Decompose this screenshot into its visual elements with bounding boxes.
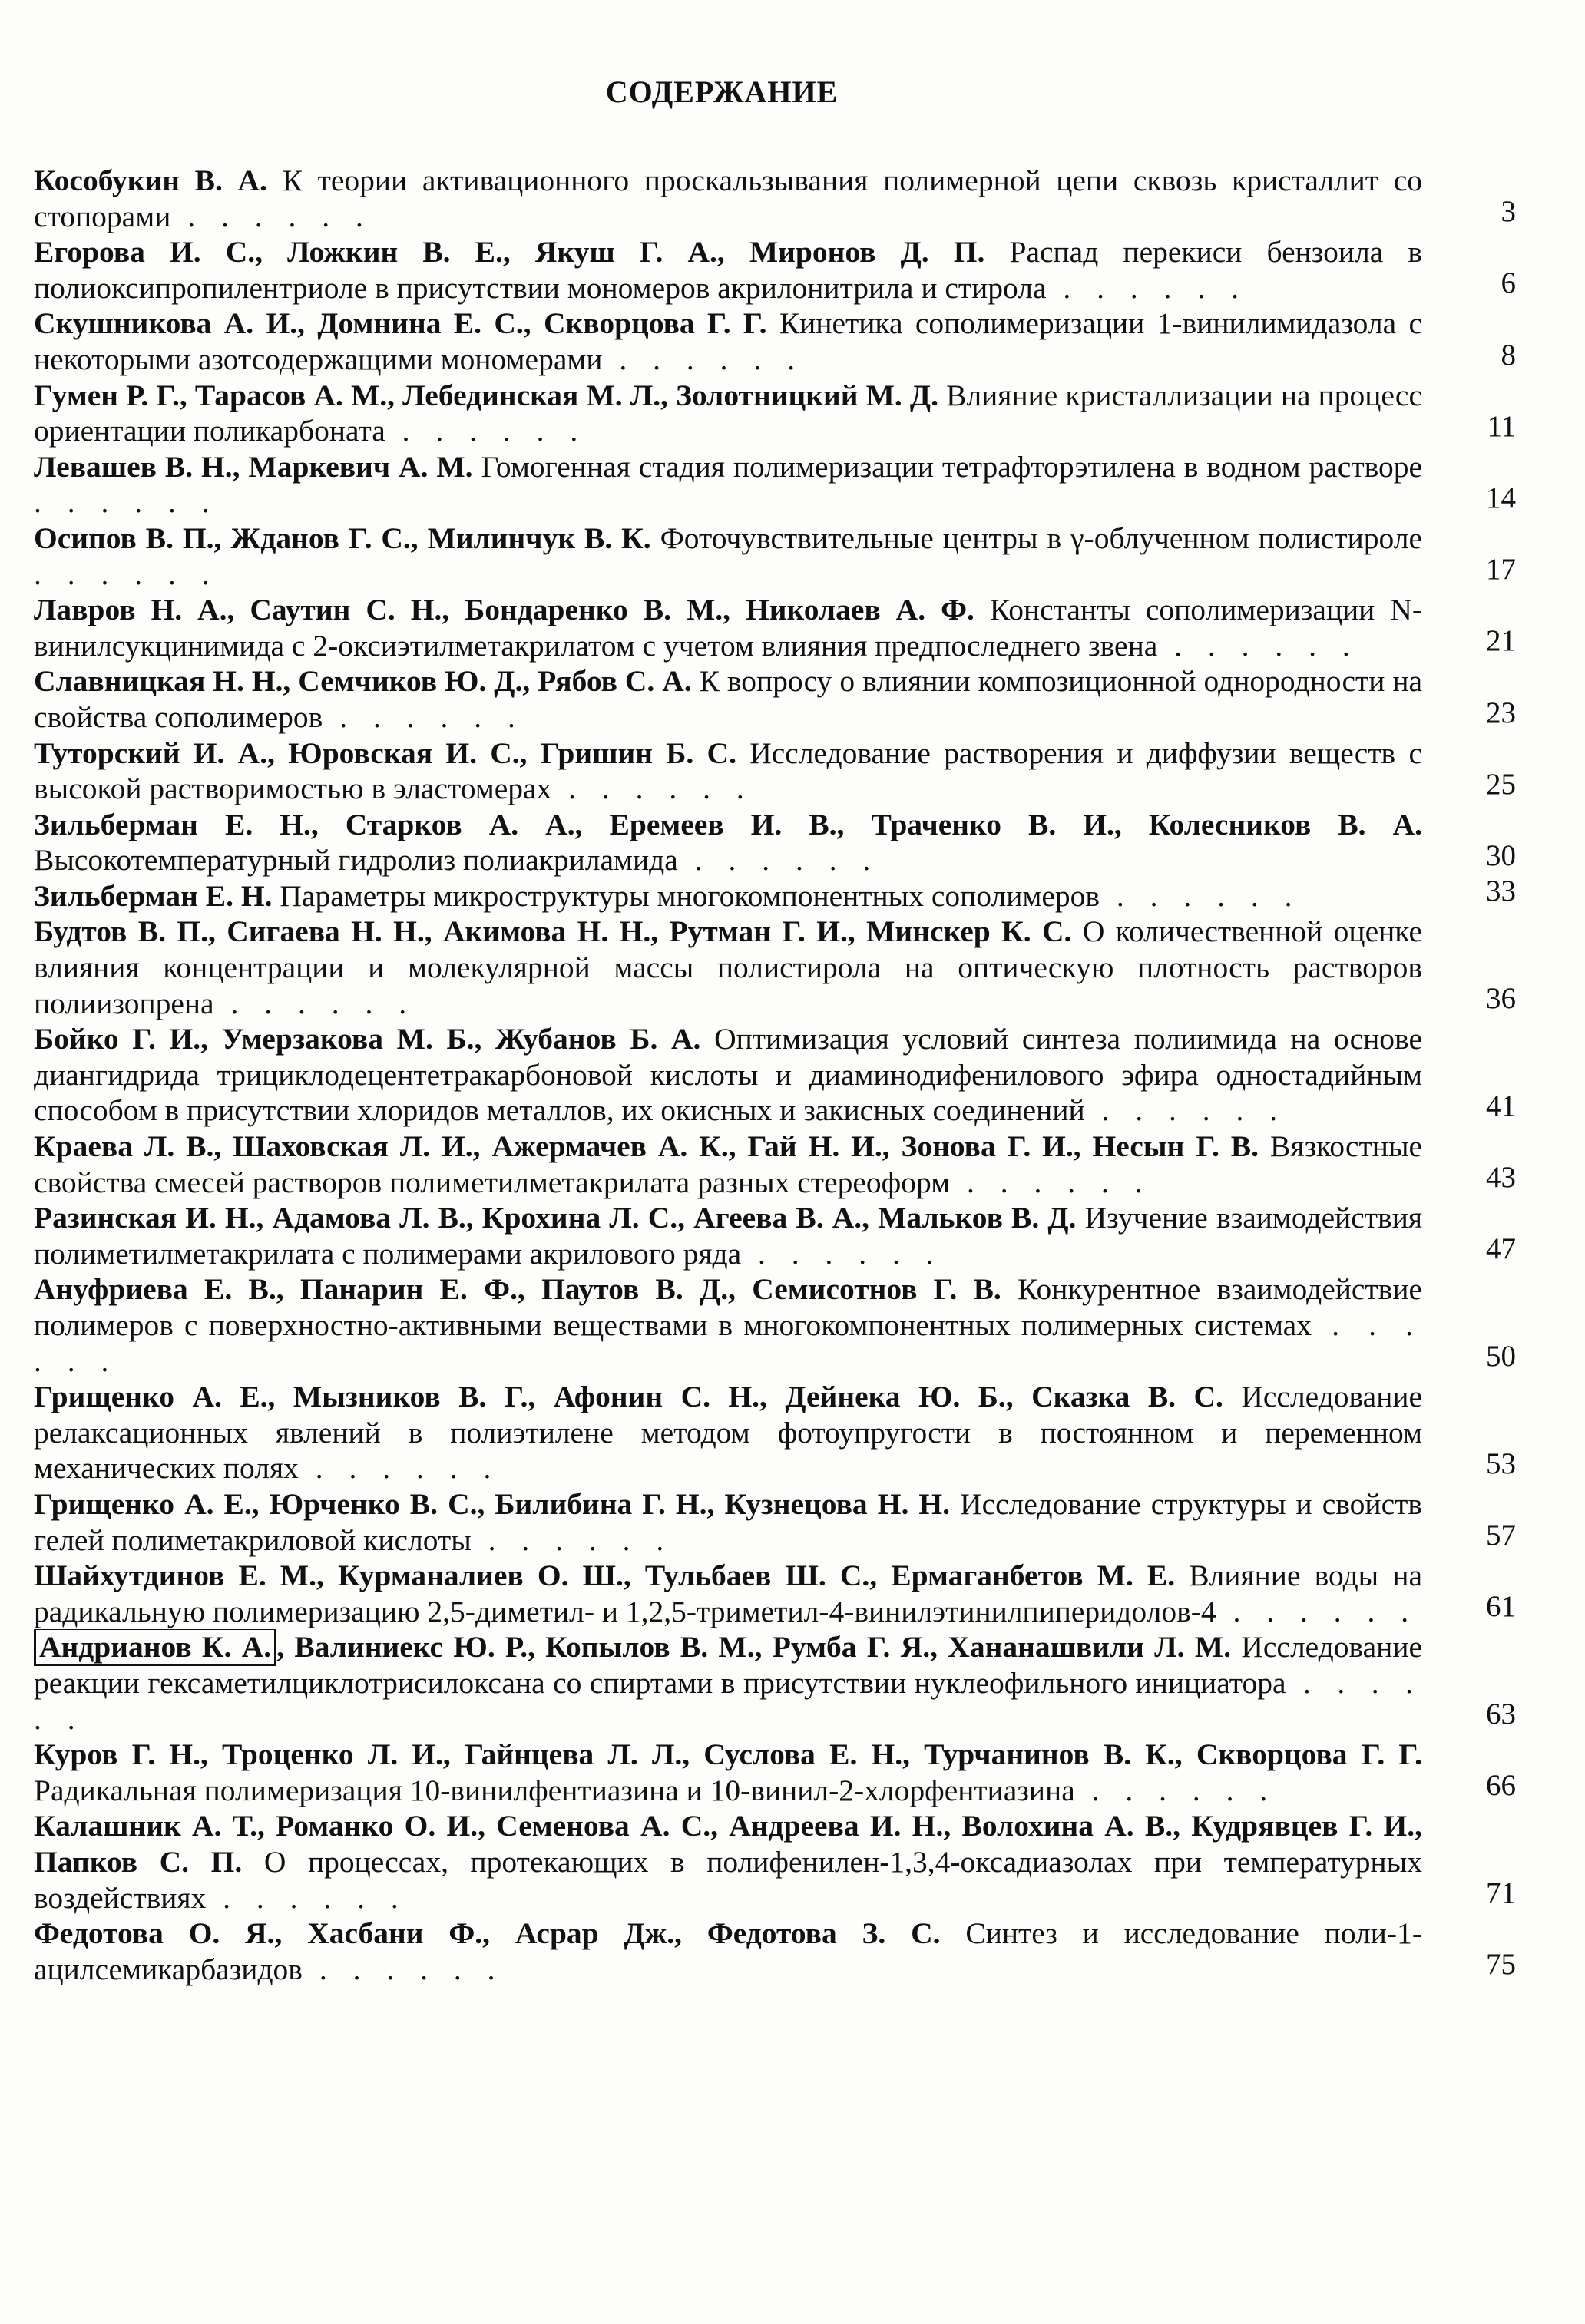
toc-entry-text bbox=[34, 592, 1422, 663]
toc-entry bbox=[34, 914, 1516, 1021]
toc-entry-authors: Ануфриева Е. В., Панарин Е. Ф., Паутов В. Д., Семисотнов Г. В. bbox=[34, 1272, 1001, 1307]
toc-entry bbox=[34, 874, 1516, 914]
toc-entry-title: Исследование растворения и диффузии веществ с высокой растворимостью в эластомерах bbox=[34, 736, 1422, 806]
toc-entry-text bbox=[34, 1379, 1422, 1486]
dot-leader: . . . . . . bbox=[34, 1665, 1422, 1736]
toc-entry-page-number: 61 bbox=[1486, 1590, 1516, 1624]
toc-entry-text bbox=[34, 1486, 1422, 1558]
dot-leader: . . . . . . bbox=[34, 557, 219, 591]
toc-entry-text bbox=[34, 914, 1422, 1021]
toc-entry-page-number: 53 bbox=[1486, 1446, 1516, 1480]
toc-entry-page-number: 14 bbox=[1486, 481, 1516, 514]
toc-entry-page-number: 23 bbox=[1486, 696, 1516, 729]
toc-entry bbox=[34, 1200, 1516, 1271]
toc-entry-authors: Славницкая Н. Н., Семчиков Ю. Д., Рябов С. А. bbox=[34, 664, 692, 699]
toc-entry-authors: Грищенко А. Е., Юрченко В. С., Билибина Г. Н., Кузнецова Н. Н. bbox=[34, 1486, 950, 1521]
toc-entry-authors: Калашник А. Т., Романко О. И., Семенова А. С., Андреева И. Н., Волохина А. В., Кудрявцев Г. И., Папков С. П. bbox=[34, 1809, 1422, 1879]
toc-entry-page-number: 63 bbox=[1486, 1698, 1516, 1731]
dot-leader: . . . . . . bbox=[471, 1522, 673, 1557]
dot-leader: . . . . . . bbox=[1100, 878, 1302, 913]
toc-entry-text bbox=[34, 1200, 1422, 1271]
toc-entry bbox=[34, 163, 1516, 234]
table-of-contents bbox=[34, 163, 1516, 1987]
toc-entry-title: Гомогенная стадия полимеризации тетрафторэтилена в водном растворе bbox=[481, 449, 1422, 484]
toc-entry-title: О процессах, протекающих в полифенилен-1,3,4-оксадиазолах при температурных воздействиях bbox=[34, 1844, 1422, 1915]
toc-entry bbox=[34, 1379, 1516, 1486]
toc-entry-text bbox=[34, 234, 1422, 306]
toc-entry-authors: Левашев В. Н., Маркевич А. М. bbox=[34, 449, 473, 484]
dot-leader: . . . . . . bbox=[1084, 1093, 1287, 1128]
toc-entry bbox=[34, 807, 1516, 878]
dot-leader: . . . . . . bbox=[302, 1952, 505, 1986]
toc-entry-text bbox=[34, 1021, 1422, 1129]
toc-entry bbox=[34, 449, 1516, 521]
dot-leader: . . . . . . bbox=[551, 772, 753, 806]
toc-entry-text bbox=[34, 449, 1422, 521]
toc-entry-authors: Куров Г. Н., Троценко Л. И., Гайнцева Л. Л., Суслова Е. Н., Турчанинов В. К., Скворцова Г. Г. bbox=[34, 1737, 1422, 1772]
page-title: СОДЕРЖАНИЕ bbox=[605, 74, 839, 109]
toc-entry-page-number: 75 bbox=[1486, 1948, 1516, 1982]
toc-entry-text bbox=[34, 807, 1422, 878]
toc-entry-title: Исследование реакции гексаметилциклотрисилоксана со спиртами в присутствии нуклеофильного инициатора bbox=[34, 1630, 1422, 1700]
toc-entry bbox=[34, 1808, 1516, 1916]
toc-entry-title: Фоточувствительные центры в γ-облученном полистироле bbox=[660, 521, 1422, 555]
dot-leader: . . . . . . bbox=[1216, 1594, 1418, 1628]
toc-entry-page-number: 57 bbox=[1486, 1519, 1516, 1552]
dot-leader: . . . . . . bbox=[385, 414, 587, 448]
toc-entry-authors: Лавров Н. А., Саутин С. Н., Бондаренко В. М., Николаев А. Ф. bbox=[34, 593, 974, 627]
toc-entry-page-number: 8 bbox=[1501, 338, 1516, 372]
toc-entry bbox=[34, 1129, 1516, 1200]
toc-entry bbox=[34, 1737, 1516, 1808]
toc-entry-authors: Зильберман Е. Н., Старков А. А., Еремеев И. В., Траченко В. И., Колесников В. А. bbox=[34, 807, 1422, 841]
toc-entry-text bbox=[34, 1271, 1422, 1379]
toc-entry-page-number: 41 bbox=[1486, 1089, 1516, 1123]
toc-entry-text bbox=[34, 1129, 1422, 1200]
toc-entry bbox=[34, 1916, 1516, 1987]
dot-leader: . . . . . . bbox=[206, 1880, 408, 1915]
toc-entry bbox=[34, 1271, 1516, 1379]
toc-entry-text bbox=[34, 1558, 1422, 1629]
toc-entry-title: Высокотемпературный гидролиз полиакриламида bbox=[34, 843, 678, 878]
dot-leader: . . . . . . bbox=[323, 699, 524, 734]
dot-leader: . . . . . . bbox=[741, 1236, 943, 1271]
toc-entry bbox=[34, 234, 1516, 306]
toc-entry-authors: Шайхутдинов Е. М., Курманалиев О. Ш., Тульбаев Ш. С., Ермаганбетов М. Е. bbox=[34, 1559, 1176, 1593]
toc-entry-title: К теории активационного проскальзывания полимерной цепи сквозь кристаллит со стопорами bbox=[34, 164, 1422, 233]
toc-entry-title: Распад перекиси бензоила в полиоксипропилентриоле в присутствии мономеров акрилонитрила и стирола bbox=[34, 235, 1422, 305]
toc-entry-authors: Бойко Г. И., Умерзакова М. Б., Жубанов Б. А. bbox=[34, 1022, 701, 1056]
toc-entry-page-number: 11 bbox=[1487, 409, 1516, 443]
toc-entry-title: Конкурентное взаимодействие полимеров с поверхностно-активными веществами в многокомпонентных полимерных системах bbox=[34, 1272, 1422, 1342]
toc-entry-text bbox=[34, 878, 1422, 914]
toc-entry bbox=[34, 1558, 1516, 1629]
toc-entry-title: К вопросу о влиянии композиционной однородности на свойства сополимеров bbox=[34, 664, 1422, 734]
toc-entry-text bbox=[34, 1916, 1422, 1987]
toc-entry bbox=[34, 1486, 1516, 1558]
toc-entry-title: О количественной оценке влияния концентрации и молекулярной массы полистирола на оптическую плотность растворов полиизопрена bbox=[34, 914, 1422, 1020]
dot-leader: . . . . . . bbox=[170, 199, 372, 233]
toc-entry-text bbox=[34, 378, 1422, 449]
toc-entry-authors: Туторский И. А., Юровская И. С., Гришин Б. С. bbox=[34, 736, 736, 770]
toc-entry-title: Кинетика сополимеризации 1-винилимидазола с некоторыми азотсодержащими мономерами bbox=[34, 306, 1422, 376]
toc-entry-title: Константы сополимеризации N-винилсукцинимида с 2-оксиэтилметакрилатом с учетом влияния предпоследнего звена bbox=[34, 593, 1422, 663]
toc-entry-page-number: 47 bbox=[1486, 1232, 1516, 1266]
toc-entry-text bbox=[34, 736, 1422, 807]
toc-entry-text bbox=[34, 663, 1422, 735]
dot-leader: . . . . . . bbox=[34, 1308, 1422, 1378]
toc-entry-title: Изучение взаимодействия полиметилметакрилата с полимерами акрилового ряда bbox=[34, 1201, 1422, 1271]
toc-entry-page-number: 25 bbox=[1486, 767, 1516, 801]
toc-entry-page-number: 33 bbox=[1486, 874, 1516, 908]
toc-entry bbox=[34, 592, 1516, 663]
toc-entry-page-number: 30 bbox=[1486, 838, 1516, 872]
toc-entry-title: Исследование релаксационных явлений в полиэтилене методом фотоупругости в постоянном и переменном механических полях bbox=[34, 1380, 1422, 1486]
toc-entry-page-number: 71 bbox=[1486, 1876, 1516, 1910]
toc-entry-text bbox=[34, 1808, 1422, 1916]
toc-entry bbox=[34, 306, 1516, 377]
toc-entry-title: Синтез и исследование поли-1-ацилсемикарбазидов bbox=[34, 1916, 1422, 1986]
toc-entry-page-number: 43 bbox=[1486, 1161, 1516, 1195]
toc-entry-title: Влияние кристаллизации на процесс ориентации поликарбоната bbox=[34, 378, 1422, 448]
toc-entry-text bbox=[34, 521, 1422, 592]
toc-entry bbox=[34, 521, 1516, 592]
toc-entry-title: Параметры микроструктуры многокомпонентных сополимеров bbox=[280, 878, 1100, 913]
toc-entry-text bbox=[34, 1737, 1422, 1808]
dot-leader: . . . . . . bbox=[298, 1451, 501, 1486]
dot-leader: . . . . . . bbox=[1074, 1773, 1277, 1807]
toc-entry-authors: Егорова И. С., Ложкин В. Е., Якуш Г. А., Миронов Д. П. bbox=[34, 235, 985, 269]
toc-entry-title: Исследование структуры и свойств гелей полиметакриловой кислоты bbox=[34, 1486, 1422, 1557]
toc-entry-title: Влияние воды на радикальную полимеризацию 2,5-диметил- и 1,2,5-триметил-4-винилэтинилпиперидолов-4 bbox=[34, 1559, 1422, 1628]
toc-entry bbox=[34, 663, 1516, 735]
dot-leader: . . . . . . bbox=[1046, 270, 1248, 305]
dot-leader: . . . . . . bbox=[1157, 628, 1359, 663]
toc-entry-authors: Гумен Р. Г., Тарасов А. М., Лебединская М. Л., Золотницкий М. Д. bbox=[34, 378, 938, 412]
toc-entry-text bbox=[34, 163, 1422, 234]
toc-entry-deceased-author: Андрианов К. А. bbox=[34, 1629, 276, 1666]
toc-entry-authors: Грищенко А. Е., Мызников В. Г., Афонин С. Н., Дейнека Ю. Б., Сказка В. С. bbox=[34, 1380, 1223, 1414]
toc-entry-text bbox=[34, 1629, 1422, 1737]
toc-entry-authors: Зильберман Е. Н. bbox=[34, 878, 273, 913]
dot-leader: . . . . . . bbox=[213, 986, 416, 1020]
toc-entry-title: Вязкостные свойства смесей растворов полиметилметакрилата разных стереоформ bbox=[34, 1129, 1422, 1199]
toc-entry-authors: , Валиниекс Ю. Р., Копылов В. М., Румба Г. Я., Хананашвили Л. М. bbox=[276, 1630, 1232, 1664]
toc-entry-page-number: 6 bbox=[1501, 266, 1516, 300]
toc-entry-page-number: 17 bbox=[1486, 553, 1516, 587]
toc-entry-page-number: 36 bbox=[1486, 982, 1516, 1016]
dot-leader: . . . . . . bbox=[677, 843, 880, 878]
toc-entry bbox=[34, 1021, 1516, 1129]
toc-entry-authors: Кособукин В. А. bbox=[34, 164, 267, 197]
toc-entry bbox=[34, 736, 1516, 807]
toc-entry-title: Радикальная полимеризация 10-винилфентиазина и 10-винил-2-хлорфентиазина bbox=[34, 1773, 1075, 1807]
toc-entry-page-number: 66 bbox=[1486, 1769, 1516, 1803]
toc-entry-authors: Осипов В. П., Жданов Г. С., Милинчук В. К. bbox=[34, 521, 651, 555]
dot-leader: . . . . . . bbox=[34, 485, 219, 520]
toc-entry-text bbox=[34, 306, 1422, 377]
toc-entry-page-number: 50 bbox=[1486, 1340, 1516, 1374]
toc-entry-authors: Скушникова А. И., Домнина Е. С., Скворцова Г. Г. bbox=[34, 306, 767, 341]
dot-leader: . . . . . . bbox=[950, 1165, 1152, 1199]
toc-entry-title: Оптимизация условий синтеза полиимида на основе диангидрида трициклодецентетракарбоновой кислоты и диаминодифенилового эфира одностадийным способом в присутствии хлоридов металлов, их окисных и закисных соединений bbox=[34, 1022, 1422, 1128]
toc-entry bbox=[34, 378, 1516, 449]
toc-entry-authors: Разинская И. Н., Адамова Л. В., Крохина Л. С., Агеева В. А., Мальков В. Д. bbox=[34, 1201, 1077, 1235]
toc-entry-authors: Федотова О. Я., Хасбани Ф., Асрар Дж., Федотова З. С. bbox=[34, 1916, 941, 1951]
toc-entry-page-number: 21 bbox=[1486, 624, 1516, 658]
toc-entry-authors: Будтов В. П., Сигаева Н. Н., Акимова Н. Н., Рутман Г. И., Минскер К. С. bbox=[34, 914, 1072, 949]
dot-leader: . . . . . . bbox=[602, 342, 804, 376]
toc-entry-page-number: 3 bbox=[1501, 195, 1516, 229]
toc-entry-authors: Краева Л. В., Шаховская Л. И., Ажермачев А. К., Гай Н. И., Зонова Г. И., Несын Г. В. bbox=[34, 1129, 1259, 1164]
toc-entry bbox=[34, 1629, 1516, 1737]
